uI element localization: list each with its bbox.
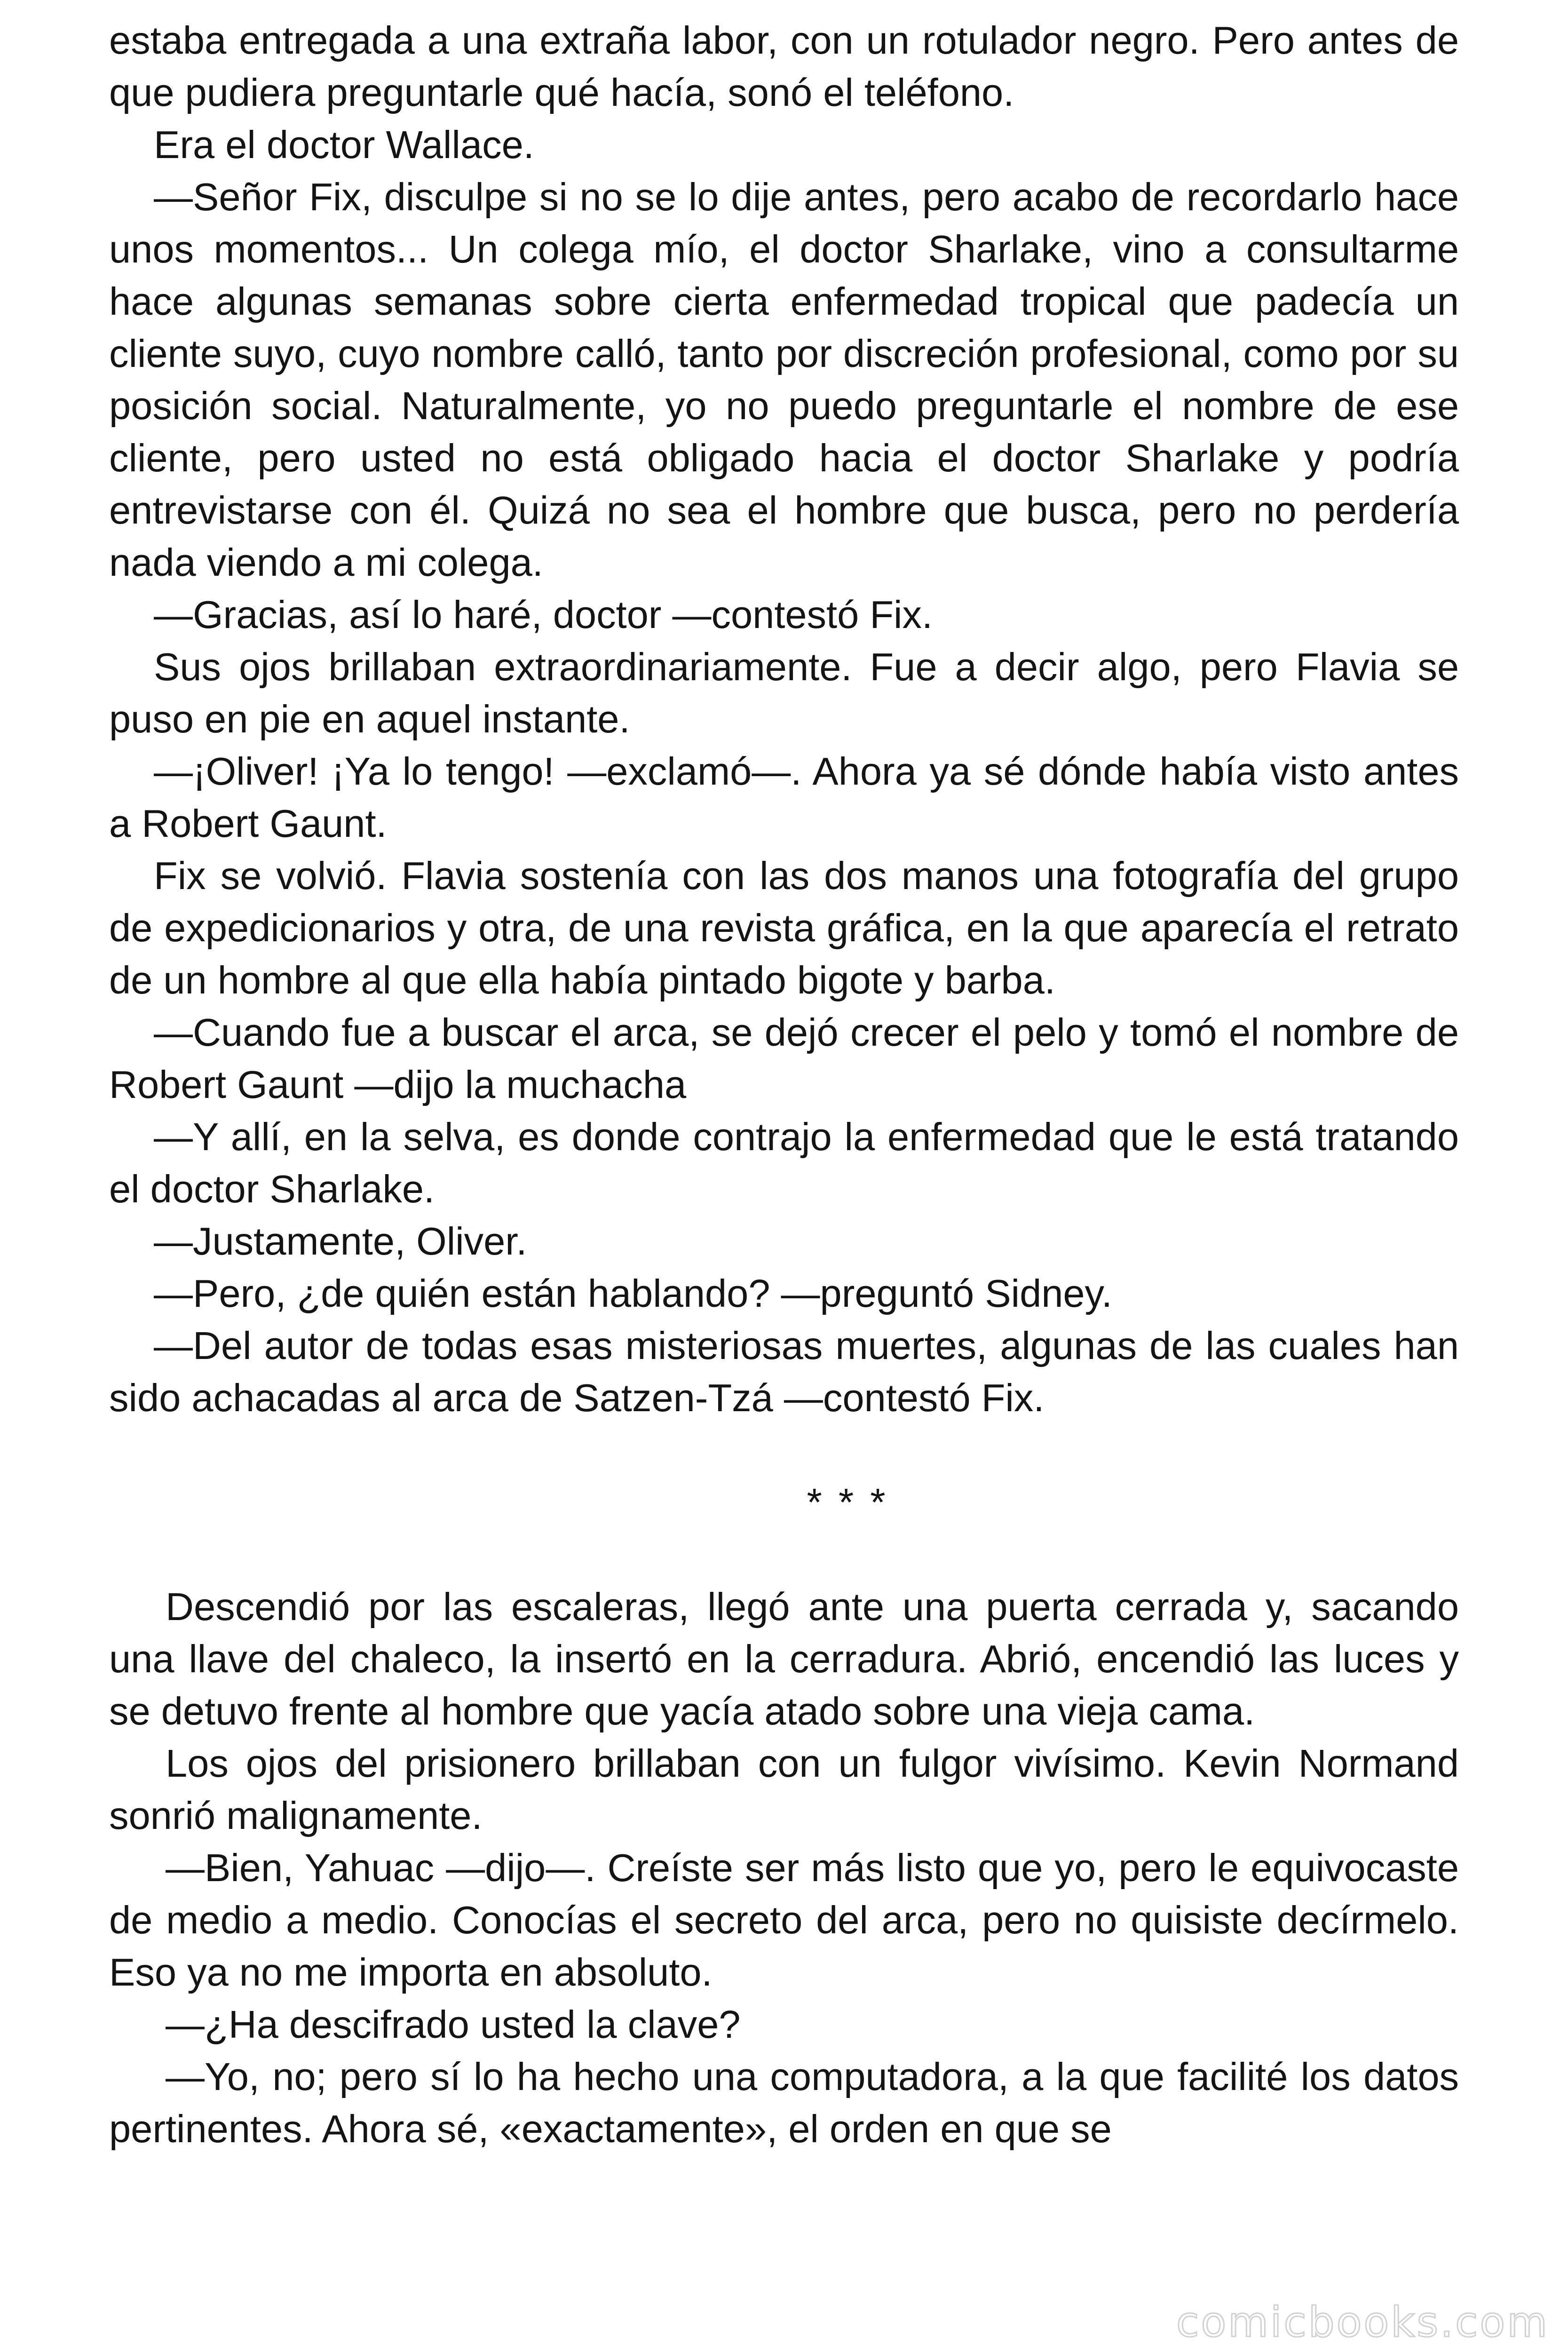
text-section-2 [109, 1581, 1459, 2155]
paragraph: —Y allí, en la selva, es donde contrajo la enfermedad que le está tratando el doctor Sharlake. [109, 1115, 1459, 1211]
paragraph: —Yo, no; pero sí lo ha hecho una computadora, a la que facilité los datos pertinentes. Ahora sé, «exactamente», el orden en que se [109, 2055, 1459, 2151]
document-page [109, 14, 1459, 2155]
scene-separator: * * * [807, 1480, 888, 1524]
paragraph: —Bien, Yahuac —dijo—. Creíste ser más listo que yo, pero le equivocaste de medio a medio. Conocías el secreto del arca, pero no quisiste decírmelo. Eso ya no me importa en absoluto. [109, 1846, 1459, 1994]
paragraph: —¿Ha descifrado usted la clave? [166, 2002, 741, 2046]
paragraph: Era el doctor Wallace. [154, 123, 534, 167]
paragraph: —Justamente, Oliver. [154, 1219, 527, 1263]
paragraph: Descendió por las escaleras, llegó ante una puerta cerrada y, sacando una llave del chaleco, la insertó en la cerradura. Abrió, encendió las luces y se detuvo frente al hombre que yacía atado sobre una vieja cama. [109, 1585, 1459, 1733]
text-section-1 [109, 14, 1459, 1424]
paragraph: Sus ojos brillaban extraordinariamente. Fue a decir algo, pero Flavia se puso en pie en aquel instante. [109, 645, 1459, 741]
paragraph: Los ojos del prisionero brillaban con un fulgor vivísimo. Kevin Normand sonrió malignamente. [109, 1741, 1459, 1837]
paragraph: —Señor Fix, disculpe si no se lo dije antes, pero acabo de recordarlo hace unos momentos... Un colega mío, el doctor Sharlake, vino a consultarme hace algunas semanas sobre cierta enfermedad tropical que padecía un cliente suyo, cuyo nombre calló, tanto por discreción profesional, como por su posición social. Naturalmente, yo no puedo preguntarle el nombre de ese cliente, pero usted no está obligado hacia el doctor Sharlake y podría entrevistarse con él. Quizá no sea el hombre que busca, pero no perdería nada viendo a mi colega. [109, 175, 1459, 584]
watermark-logo: comicbooks.com [1176, 2298, 1549, 2346]
paragraph: —Gracias, así lo haré, doctor —contestó Fix. [154, 593, 933, 636]
paragraph: —Del autor de todas esas misteriosas muertes, algunas de las cuales han sido achacadas al arca de Satzen-Tzá —contestó Fix. [109, 1324, 1459, 1420]
paragraph: estaba entregada a una extraña labor, con un rotulador negro. Pero antes de que pudiera preguntarle qué hacía, sonó el teléfono. [109, 18, 1459, 114]
paragraph: Fix se volvió. Flavia sostenía con las dos manos una fotografía del grupo de expedicionarios y otra, de una revista gráfica, en la que aparecía el retrato de un hombre al que ella había pintado bigote y barba. [109, 854, 1459, 1002]
paragraph: —Pero, ¿de quién están hablando? —preguntó Sidney. [154, 1271, 1112, 1315]
paragraph: —Cuando fue a buscar el arca, se dejó crecer el pelo y tomó el nombre de Robert Gaunt —dijo la muchacha [109, 1010, 1459, 1106]
paragraph: —¡Oliver! ¡Ya lo tengo! —exclamó—. Ahora ya sé dónde había visto antes a Robert Gaunt. [109, 749, 1459, 845]
